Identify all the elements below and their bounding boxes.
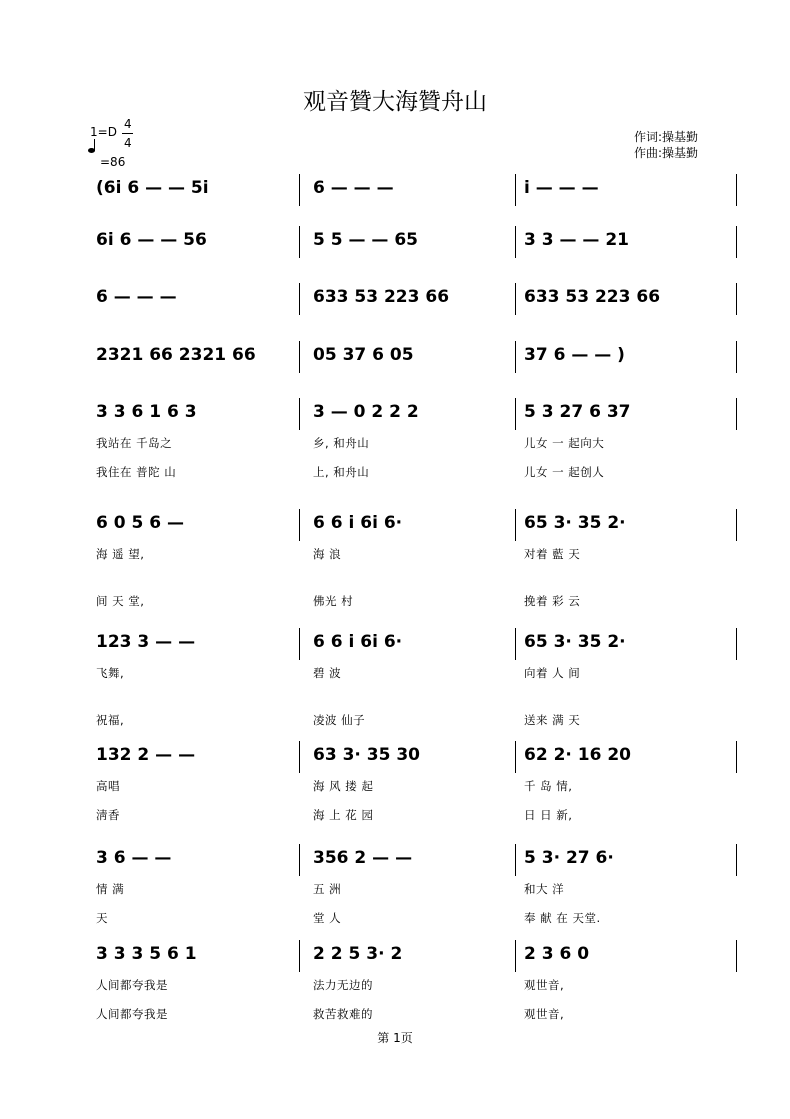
measure-notes: 05 37 6 05 xyxy=(313,345,414,365)
lyric-verse-2: 堂 人 xyxy=(313,911,342,925)
bar-line xyxy=(736,226,737,258)
lyric-verse-1: 人间都夸我是 xyxy=(96,978,168,992)
bar-line xyxy=(515,283,516,315)
bar-line xyxy=(736,509,737,541)
bar-line xyxy=(515,226,516,258)
bar-line xyxy=(736,628,737,660)
lyric-verse-1: 千 岛 情, xyxy=(524,779,573,793)
lyric-verse-2: 佛光 村 xyxy=(313,594,354,608)
lyric-verse-2: 奉 献 在 天堂. xyxy=(524,911,601,925)
bar-line xyxy=(736,341,737,373)
bar-line xyxy=(736,844,737,876)
measure-notes: 6 6 i 6i 6· xyxy=(313,632,403,652)
lyric-verse-2: 观世音, xyxy=(524,1007,565,1021)
bar-line xyxy=(299,741,300,773)
measure-notes: 6i 6 — — 56 xyxy=(96,230,207,250)
lyric-verse-1: 我站在 千岛之 xyxy=(96,436,173,450)
lyric-verse-1: 飞舞, xyxy=(96,666,125,680)
measure-notes: 3 — 0 2 2 2 xyxy=(313,402,419,422)
lyric-verse-2: 天 xyxy=(96,911,108,925)
measure-notes: 6 — — — xyxy=(96,287,177,307)
lyric-verse-2: 儿女 一 起创人 xyxy=(524,465,605,479)
composer-credit: 作曲:操基勤 xyxy=(634,146,699,160)
bar-line xyxy=(299,341,300,373)
measure-notes: 37 6 — — ) xyxy=(524,345,625,365)
measure-notes: 65 3· 35 2· xyxy=(524,632,626,652)
lyric-verse-2: 上, 和舟山 xyxy=(313,465,370,479)
lyric-verse-1: 和大 洋 xyxy=(524,882,565,896)
tempo-mark: =86 xyxy=(100,155,126,169)
lyric-verse-2: 日 日 新, xyxy=(524,808,573,822)
lyric-verse-1: 向着 人 间 xyxy=(524,666,581,680)
measure-notes: 5 3 27 6 37 xyxy=(524,402,631,422)
measure-notes: 63 3· 35 30 xyxy=(313,745,421,765)
measure-notes: 62 2· 16 20 xyxy=(524,745,632,765)
measure-notes: (6i 6 — — 5i xyxy=(96,178,209,198)
lyric-verse-1: 海 遥 望, xyxy=(96,547,145,561)
page-number: 第 1页 xyxy=(377,1031,413,1045)
measure-notes: 2 2 5 3· 2 xyxy=(313,944,403,964)
bar-line xyxy=(515,509,516,541)
bar-line xyxy=(515,940,516,972)
bar-line xyxy=(299,844,300,876)
lyric-verse-2: 间 天 堂, xyxy=(96,594,145,608)
bar-line xyxy=(299,226,300,258)
time-signature-line xyxy=(122,133,133,134)
lyric-verse-1: 法力无边的 xyxy=(313,978,373,992)
bar-line xyxy=(299,283,300,315)
bar-line xyxy=(515,174,516,206)
bar-line xyxy=(515,628,516,660)
measure-notes: 132 2 — — xyxy=(96,745,196,765)
lyric-verse-2: 淸香 xyxy=(96,808,120,822)
time-signature-top: 4 xyxy=(124,117,132,131)
bar-line xyxy=(736,741,737,773)
measure-notes: 2 3 6 0 xyxy=(524,944,590,964)
measure-notes: 6 6 i 6i 6· xyxy=(313,513,403,533)
lyric-verse-2: 我住在 普陀 山 xyxy=(96,465,177,479)
lyric-verse-1: 海 风 搂 起 xyxy=(313,779,374,793)
bar-line xyxy=(299,509,300,541)
measure-notes: 5 3· 27 6· xyxy=(524,848,614,868)
bar-line xyxy=(299,628,300,660)
lyric-verse-2: 人间都夸我是 xyxy=(96,1007,168,1021)
measure-notes: 5 5 — — 65 xyxy=(313,230,418,250)
lyric-verse-1: 高唱 xyxy=(96,779,120,793)
measure-notes: 6 — — — xyxy=(313,178,394,198)
bar-line xyxy=(515,341,516,373)
measure-notes: 6 0 5 6 — xyxy=(96,513,184,533)
lyric-verse-2: 挽着 彩 云 xyxy=(524,594,581,608)
lyricist-credit: 作词:操基勤 xyxy=(634,130,699,144)
measure-notes: 123 3 — — xyxy=(96,632,196,652)
bar-line xyxy=(515,741,516,773)
measure-notes: 2321 66 2321 66 xyxy=(96,345,256,365)
measure-notes: 65 3· 35 2· xyxy=(524,513,626,533)
bar-line xyxy=(736,940,737,972)
lyric-verse-2: 救苦救难的 xyxy=(313,1007,373,1021)
measure-notes: 633 53 223 66 xyxy=(313,287,450,307)
lyric-verse-1: 碧 波 xyxy=(313,666,342,680)
lyric-verse-1: 对着 藍 天 xyxy=(524,547,581,561)
measure-notes: 356 2 — — xyxy=(313,848,413,868)
lyric-verse-2: 凌波 仙子 xyxy=(313,713,366,727)
bar-line xyxy=(515,844,516,876)
measure-notes: i — — — xyxy=(524,178,599,198)
lyric-verse-2: 祝福, xyxy=(96,713,125,727)
bar-line xyxy=(736,398,737,430)
time-signature-bottom: 4 xyxy=(124,136,132,150)
bar-line xyxy=(736,283,737,315)
measure-notes: 3 3 3 5 6 1 xyxy=(96,944,197,964)
lyric-verse-1: 乡, 和舟山 xyxy=(313,436,370,450)
lyric-verse-2: 海 上 花 园 xyxy=(313,808,374,822)
page-title: 观音贊大海贊舟山 xyxy=(303,89,487,115)
lyric-verse-1: 情 满 xyxy=(96,882,125,896)
bar-line xyxy=(299,174,300,206)
lyric-verse-2: 送来 满 天 xyxy=(524,713,581,727)
measure-notes: 3 3 — — 21 xyxy=(524,230,629,250)
bar-line xyxy=(736,174,737,206)
measure-notes: 3 6 — — xyxy=(96,848,172,868)
measure-notes: 633 53 223 66 xyxy=(524,287,661,307)
quarter-note-stem xyxy=(94,139,95,151)
lyric-verse-1: 观世音, xyxy=(524,978,565,992)
lyric-verse-1: 儿女 一 起向大 xyxy=(524,436,605,450)
bar-line xyxy=(299,940,300,972)
bar-line xyxy=(299,398,300,430)
key-signature: 1=D xyxy=(90,125,117,139)
measure-notes: 3 3 6 1 6 3 xyxy=(96,402,197,422)
lyric-verse-1: 海 浪 xyxy=(313,547,342,561)
lyric-verse-1: 五 洲 xyxy=(313,882,342,896)
bar-line xyxy=(515,398,516,430)
